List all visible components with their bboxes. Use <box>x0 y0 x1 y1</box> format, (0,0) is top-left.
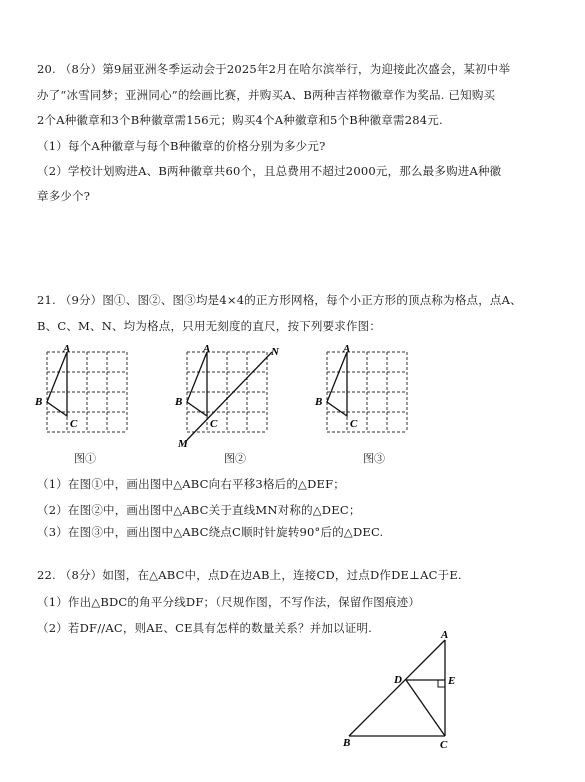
point-m-label: M <box>178 438 188 450</box>
q21-line-2: B、C、M、N、均为格点，只用无刻度的直尺，按下列要求作图： <box>37 319 382 333</box>
figure-2-caption: 图② <box>224 452 246 465</box>
q20-part-2-line-1: （2）学校计划购进A、B两种徽章共60个，且总费用不超过2000元，那么最多购进A种徽 <box>37 164 502 178</box>
q20-part-1: （1）每个A种徽章与每个B种徽章的价格分别为多少元? <box>37 139 326 153</box>
point-c-label-1: C <box>70 418 78 430</box>
q22-point-a-label: A <box>441 629 449 641</box>
q22-part-1: （1）作出△BDC的角平分线DF；（尺规作图，不写作法，保留作图痕迹） <box>37 595 421 609</box>
q20-line-2: 办了“冰雪同梦；亚洲同心”的绘画比赛，并购买A、B两种吉祥物徽章作为奖品. 已知购买 <box>37 88 496 102</box>
q20-part-2-line-2: 章多少个? <box>37 189 91 203</box>
q22-point-b-label: B <box>343 737 351 749</box>
point-a-label-1: A <box>63 343 71 355</box>
point-b-label-1: B <box>35 396 43 408</box>
point-a-label-2: A <box>203 343 211 355</box>
figure-3-caption: 图③ <box>363 452 385 465</box>
q22-point-e-label: E <box>448 675 456 687</box>
right-angle-mark <box>438 680 445 687</box>
point-c-label-3: C <box>350 418 358 430</box>
point-a-label-3: A <box>343 343 351 355</box>
q21-part-1: （1）在图①中，画出图中△ABC向右平移3格后的△DEF； <box>37 477 345 491</box>
segment-cd <box>406 680 445 736</box>
q21-part-3: （3）在图③中，画出图中△ABC绕点C顺时针旋转90°后的△DEC. <box>37 525 384 539</box>
q21-line-1: 21. （9分）图①、图②、图③均是4×4的正方形网格，每个小正方形的顶点称为格点，点A、 <box>37 293 522 307</box>
point-b-label-2: B <box>175 396 183 408</box>
point-b-label-3: B <box>315 396 323 408</box>
q20-line-3: 2个A种徽章和3个B种徽章需156元；购买4个A种徽章和5个B种徽章需284元. <box>37 113 443 127</box>
q22-line-1: 22. （8分）如图，在△ABC中，点D在边AB上，连接CD，过点D作DE⊥AC于E. <box>37 568 462 582</box>
q22-point-d-label: D <box>394 674 402 686</box>
q22-part-2: （2）若DF//AC，则AE、CE具有怎样的数量关系？并加以证明. <box>37 621 373 635</box>
figure-1-caption: 图① <box>74 452 96 465</box>
q21-part-2: （2）在图②中，画出图中△ABC关于直线MN对称的△DEC； <box>37 503 361 517</box>
side-ab <box>349 640 445 736</box>
q22-point-c-label: C <box>440 739 448 751</box>
point-n-label: N <box>271 346 279 358</box>
q20-line-1: 20. （8分）第9届亚洲冬季运动会于2025年2月在哈尔滨举行，为迎接此次盛会，某初中举 <box>37 62 511 76</box>
point-c-label-2: C <box>210 418 218 430</box>
